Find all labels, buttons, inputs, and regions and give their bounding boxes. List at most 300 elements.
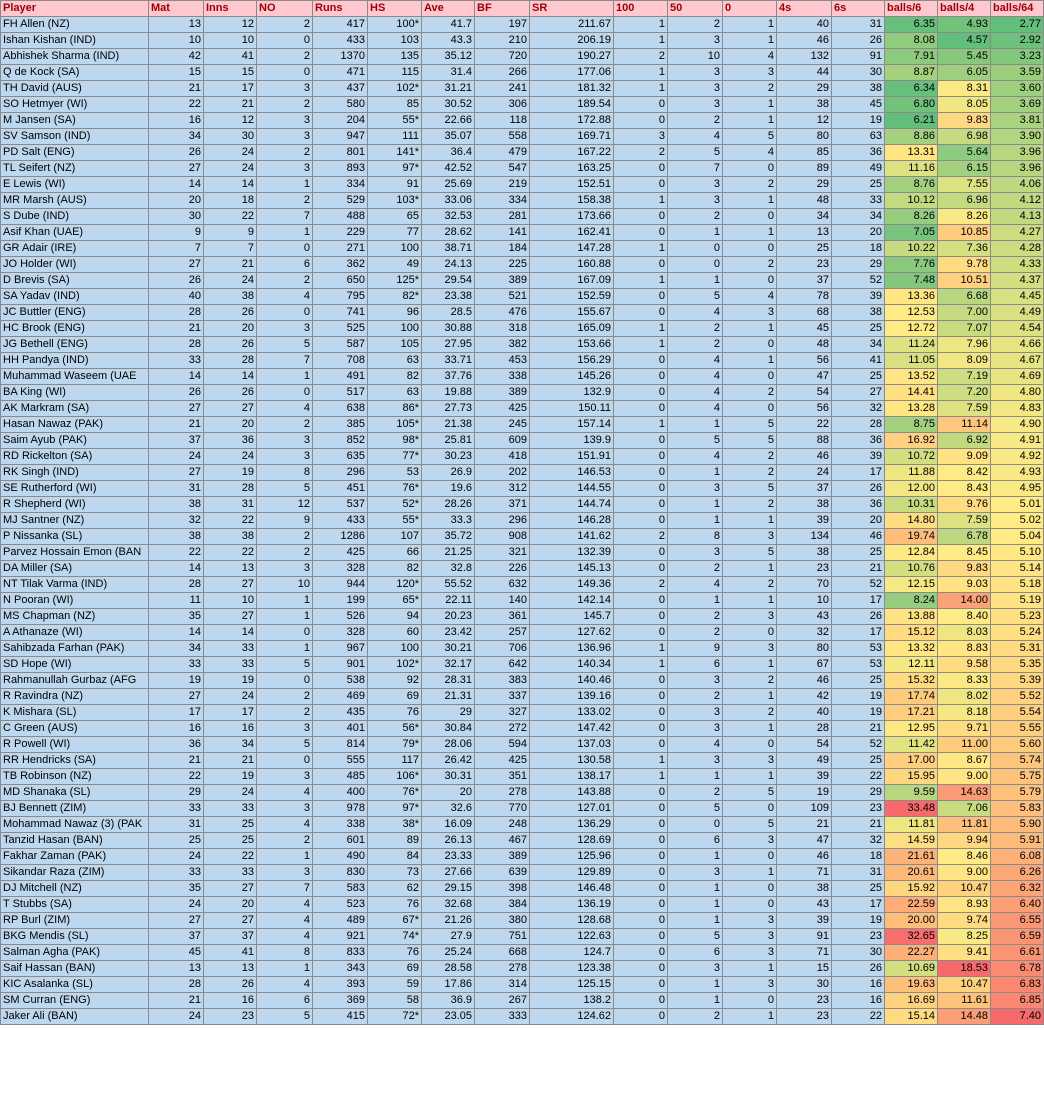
stat-cell[interactable]: 7.06 [938, 801, 991, 817]
stat-cell[interactable]: 0 [723, 209, 777, 225]
stat-cell[interactable]: 22.11 [422, 593, 475, 609]
stat-cell[interactable]: 0 [614, 961, 668, 977]
stat-cell[interactable]: 2 [257, 417, 313, 433]
stat-cell[interactable]: 106* [368, 769, 422, 785]
stat-cell[interactable]: 0 [668, 257, 723, 273]
stat-cell[interactable]: 24 [204, 273, 257, 289]
stat-cell[interactable]: 16.92 [885, 433, 938, 449]
player-cell[interactable]: C Green (AUS) [1, 721, 149, 737]
stat-cell[interactable]: 435 [313, 705, 368, 721]
stat-cell[interactable]: 0 [614, 929, 668, 945]
stat-cell[interactable]: 52 [832, 737, 885, 753]
stat-cell[interactable]: 16.09 [422, 817, 475, 833]
stat-cell[interactable]: 1 [723, 225, 777, 241]
stat-cell[interactable]: 720 [475, 49, 530, 65]
stat-cell[interactable]: 5.24 [991, 625, 1044, 641]
stat-cell[interactable]: 10.31 [885, 497, 938, 513]
stat-cell[interactable]: 39 [777, 913, 832, 929]
stat-cell[interactable]: 105* [368, 417, 422, 433]
stat-cell[interactable]: 601 [313, 833, 368, 849]
stat-cell[interactable]: 211.67 [530, 17, 614, 33]
stat-cell[interactable]: 8 [668, 529, 723, 545]
stat-cell[interactable]: 20 [832, 513, 885, 529]
stat-cell[interactable]: 72* [368, 1009, 422, 1025]
stat-cell[interactable]: 580 [313, 97, 368, 113]
stat-cell[interactable]: 1 [614, 753, 668, 769]
stat-cell[interactable]: 71 [777, 945, 832, 961]
stat-cell[interactable]: 14.41 [885, 385, 938, 401]
stat-cell[interactable]: 91 [368, 177, 422, 193]
stat-cell[interactable]: 13 [204, 961, 257, 977]
stat-cell[interactable]: 3 [723, 305, 777, 321]
stat-cell[interactable]: 351 [475, 769, 530, 785]
stat-cell[interactable]: 4 [668, 449, 723, 465]
stat-cell[interactable]: 77* [368, 449, 422, 465]
stat-cell[interactable]: 526 [313, 609, 368, 625]
stat-cell[interactable]: 141 [475, 225, 530, 241]
stat-cell[interactable]: 382 [475, 337, 530, 353]
player-cell[interactable]: R Shepherd (WI) [1, 497, 149, 513]
player-cell[interactable]: SM Curran (ENG) [1, 993, 149, 1009]
stat-cell[interactable]: 0 [257, 753, 313, 769]
stat-cell[interactable]: 1 [614, 65, 668, 81]
stat-cell[interactable]: 272 [475, 721, 530, 737]
stat-cell[interactable]: 4.13 [991, 209, 1044, 225]
stat-cell[interactable]: 17 [149, 705, 204, 721]
stat-cell[interactable]: 241 [475, 81, 530, 97]
stat-cell[interactable]: 2 [614, 145, 668, 161]
stat-cell[interactable]: 0 [614, 609, 668, 625]
stat-cell[interactable]: 27.95 [422, 337, 475, 353]
stat-cell[interactable]: 0 [614, 545, 668, 561]
stat-cell[interactable]: 26 [832, 481, 885, 497]
stat-cell[interactable]: 163.25 [530, 161, 614, 177]
stat-cell[interactable]: 5.52 [991, 689, 1044, 705]
stat-cell[interactable]: 4 [257, 401, 313, 417]
stat-cell[interactable]: 22 [777, 417, 832, 433]
stat-cell[interactable]: 0 [614, 625, 668, 641]
stat-cell[interactable]: 1 [723, 1009, 777, 1025]
stat-cell[interactable]: 1 [668, 993, 723, 1009]
stat-cell[interactable]: 28.31 [422, 673, 475, 689]
stat-cell[interactable]: 39 [832, 449, 885, 465]
stat-cell[interactable]: 5.19 [991, 593, 1044, 609]
stat-cell[interactable]: 901 [313, 657, 368, 673]
stat-cell[interactable]: 13.52 [885, 369, 938, 385]
stat-cell[interactable]: 26 [149, 145, 204, 161]
stat-cell[interactable]: 19 [832, 913, 885, 929]
stat-cell[interactable]: 160.88 [530, 257, 614, 273]
stat-cell[interactable]: 9.00 [938, 865, 991, 881]
stat-cell[interactable]: 35.07 [422, 129, 475, 145]
stat-cell[interactable]: 451 [313, 481, 368, 497]
stat-cell[interactable]: 115 [368, 65, 422, 81]
stat-cell[interactable]: 32.65 [885, 929, 938, 945]
stat-cell[interactable]: 6.15 [938, 161, 991, 177]
stat-cell[interactable]: 1 [257, 609, 313, 625]
stat-cell[interactable]: 7.36 [938, 241, 991, 257]
stat-cell[interactable]: 4.28 [991, 241, 1044, 257]
stat-cell[interactable]: 30 [832, 65, 885, 81]
stat-cell[interactable]: 338 [475, 369, 530, 385]
stat-cell[interactable]: 197 [475, 17, 530, 33]
stat-cell[interactable]: 66 [368, 545, 422, 561]
stat-cell[interactable]: 7.07 [938, 321, 991, 337]
stat-cell[interactable]: 0 [614, 433, 668, 449]
stat-cell[interactable]: 5.55 [991, 721, 1044, 737]
stat-cell[interactable]: 6.78 [991, 961, 1044, 977]
stat-cell[interactable]: 5.18 [991, 577, 1044, 593]
stat-cell[interactable]: 5 [723, 129, 777, 145]
player-cell[interactable]: P Nissanka (SL) [1, 529, 149, 545]
stat-cell[interactable]: 53 [832, 657, 885, 673]
stat-cell[interactable]: 12.11 [885, 657, 938, 673]
stat-cell[interactable]: 21.31 [422, 689, 475, 705]
stat-cell[interactable]: 635 [313, 449, 368, 465]
stat-cell[interactable]: 38 [149, 497, 204, 513]
stat-cell[interactable]: 14 [149, 177, 204, 193]
stat-cell[interactable]: 16 [204, 993, 257, 1009]
player-cell[interactable]: S Dube (IND) [1, 209, 149, 225]
stat-cell[interactable]: 76* [368, 481, 422, 497]
stat-cell[interactable]: 7.05 [885, 225, 938, 241]
stat-cell[interactable]: 337 [475, 689, 530, 705]
stat-cell[interactable]: 76 [368, 705, 422, 721]
stat-cell[interactable]: 4.45 [991, 289, 1044, 305]
stat-cell[interactable]: 8.25 [938, 929, 991, 945]
stat-cell[interactable]: 0 [614, 993, 668, 1009]
stat-cell[interactable]: 4.91 [991, 433, 1044, 449]
stat-cell[interactable]: 27 [204, 609, 257, 625]
stat-cell[interactable]: 2 [723, 449, 777, 465]
column-header-runs[interactable]: Runs [313, 1, 368, 17]
stat-cell[interactable]: 296 [313, 465, 368, 481]
stat-cell[interactable]: 56 [777, 401, 832, 417]
stat-cell[interactable]: 0 [614, 1009, 668, 1025]
stat-cell[interactable]: 12 [204, 113, 257, 129]
stat-cell[interactable]: 29 [777, 81, 832, 97]
stat-cell[interactable]: 6.78 [938, 529, 991, 545]
stat-cell[interactable]: 169.71 [530, 129, 614, 145]
stat-cell[interactable]: 2 [257, 529, 313, 545]
player-cell[interactable]: R Ravindra (NZ) [1, 689, 149, 705]
player-cell[interactable]: SO Hetmyer (WI) [1, 97, 149, 113]
stat-cell[interactable]: 103* [368, 193, 422, 209]
stat-cell[interactable]: 28.62 [422, 225, 475, 241]
stat-cell[interactable]: 314 [475, 977, 530, 993]
stat-cell[interactable]: 0 [723, 737, 777, 753]
stat-cell[interactable]: 43 [777, 897, 832, 913]
stat-cell[interactable]: 4.93 [938, 17, 991, 33]
stat-cell[interactable]: 6 [668, 945, 723, 961]
stat-cell[interactable]: 4 [257, 929, 313, 945]
stat-cell[interactable]: 140.46 [530, 673, 614, 689]
stat-cell[interactable]: 31.21 [422, 81, 475, 97]
stat-cell[interactable]: 5 [668, 929, 723, 945]
stat-cell[interactable]: 28.06 [422, 737, 475, 753]
stat-cell[interactable]: 5.79 [991, 785, 1044, 801]
player-cell[interactable]: TL Seifert (NZ) [1, 161, 149, 177]
stat-cell[interactable]: 6.59 [991, 929, 1044, 945]
stat-cell[interactable]: 0 [614, 513, 668, 529]
stat-cell[interactable]: 226 [475, 561, 530, 577]
stat-cell[interactable]: 31.4 [422, 65, 475, 81]
stat-cell[interactable]: 8.02 [938, 689, 991, 705]
stat-cell[interactable]: 23 [832, 801, 885, 817]
stat-cell[interactable]: 5.39 [991, 673, 1044, 689]
stat-cell[interactable]: 68 [777, 305, 832, 321]
stat-cell[interactable]: 1286 [313, 529, 368, 545]
stat-cell[interactable]: 16 [149, 113, 204, 129]
stat-cell[interactable]: 26 [204, 977, 257, 993]
stat-cell[interactable]: 0 [614, 945, 668, 961]
stat-cell[interactable]: 6.92 [938, 433, 991, 449]
stat-cell[interactable]: 33 [204, 641, 257, 657]
stat-cell[interactable]: 2 [257, 17, 313, 33]
stat-cell[interactable]: 4.95 [991, 481, 1044, 497]
stat-cell[interactable]: 22 [204, 513, 257, 529]
stat-cell[interactable]: 39 [832, 289, 885, 305]
stat-cell[interactable]: 852 [313, 433, 368, 449]
stat-cell[interactable]: 147.42 [530, 721, 614, 737]
stat-cell[interactable]: 5.23 [991, 609, 1044, 625]
stat-cell[interactable]: 24 [149, 897, 204, 913]
stat-cell[interactable]: 100 [368, 641, 422, 657]
stat-cell[interactable]: 184 [475, 241, 530, 257]
stat-cell[interactable]: 15.92 [885, 881, 938, 897]
stat-cell[interactable]: 24 [204, 161, 257, 177]
stat-cell[interactable]: 5 [668, 289, 723, 305]
stat-cell[interactable]: 12.15 [885, 577, 938, 593]
stat-cell[interactable]: 17 [832, 897, 885, 913]
stat-cell[interactable]: 173.66 [530, 209, 614, 225]
player-cell[interactable]: K Mishara (SL) [1, 705, 149, 721]
player-cell[interactable]: Muhammad Waseem (UAE [1, 369, 149, 385]
stat-cell[interactable]: 37 [777, 481, 832, 497]
stat-cell[interactable]: 2 [668, 625, 723, 641]
stat-cell[interactable]: 123.38 [530, 961, 614, 977]
stat-cell[interactable]: 0 [614, 257, 668, 273]
stat-cell[interactable]: 327 [475, 705, 530, 721]
player-cell[interactable]: RD Rickelton (SA) [1, 449, 149, 465]
stat-cell[interactable]: 12.95 [885, 721, 938, 737]
stat-cell[interactable]: 1 [668, 849, 723, 865]
stat-cell[interactable]: 2 [723, 577, 777, 593]
stat-cell[interactable]: 39 [777, 769, 832, 785]
player-cell[interactable]: Sahibzada Farhan (PAK) [1, 641, 149, 657]
stat-cell[interactable]: 3 [257, 769, 313, 785]
stat-cell[interactable]: 27 [149, 465, 204, 481]
stat-cell[interactable]: 271 [313, 241, 368, 257]
stat-cell[interactable]: 2 [257, 689, 313, 705]
stat-cell[interactable]: 2 [257, 705, 313, 721]
stat-cell[interactable]: 33 [204, 657, 257, 673]
stat-cell[interactable]: 36 [204, 433, 257, 449]
stat-cell[interactable]: 525 [313, 321, 368, 337]
stat-cell[interactable]: 8.33 [938, 673, 991, 689]
stat-cell[interactable]: 0 [257, 305, 313, 321]
stat-cell[interactable]: 2.92 [991, 33, 1044, 49]
stat-cell[interactable]: 10.12 [885, 193, 938, 209]
stat-cell[interactable]: 4 [257, 289, 313, 305]
stat-cell[interactable]: 19.6 [422, 481, 475, 497]
player-cell[interactable]: RR Hendricks (SA) [1, 753, 149, 769]
stat-cell[interactable]: 30.84 [422, 721, 475, 737]
stat-cell[interactable]: 32 [832, 401, 885, 417]
stat-cell[interactable]: 20 [204, 897, 257, 913]
player-cell[interactable]: GR Adair (IRE) [1, 241, 149, 257]
stat-cell[interactable]: 1 [257, 641, 313, 657]
stat-cell[interactable]: 3 [723, 529, 777, 545]
stat-cell[interactable]: 21 [204, 753, 257, 769]
stat-cell[interactable]: 587 [313, 337, 368, 353]
stat-cell[interactable]: 28.26 [422, 497, 475, 513]
stat-cell[interactable]: 7.91 [885, 49, 938, 65]
stat-cell[interactable]: 15.32 [885, 673, 938, 689]
column-header-0[interactable]: 0 [723, 1, 777, 17]
stat-cell[interactable]: 10.76 [885, 561, 938, 577]
stat-cell[interactable]: 31 [149, 481, 204, 497]
stat-cell[interactable]: 54 [777, 737, 832, 753]
stat-cell[interactable]: 12 [204, 17, 257, 33]
stat-cell[interactable]: 4.54 [991, 321, 1044, 337]
stat-cell[interactable]: 132.39 [530, 545, 614, 561]
stat-cell[interactable]: 0 [614, 849, 668, 865]
stat-cell[interactable]: 398 [475, 881, 530, 897]
stat-cell[interactable]: 157.14 [530, 417, 614, 433]
stat-cell[interactable]: 33.48 [885, 801, 938, 817]
stat-cell[interactable]: 19 [832, 689, 885, 705]
stat-cell[interactable]: 21 [204, 257, 257, 273]
stat-cell[interactable]: 124.7 [530, 945, 614, 961]
stat-cell[interactable]: 400 [313, 785, 368, 801]
stat-cell[interactable]: 4.83 [991, 401, 1044, 417]
stat-cell[interactable]: 10 [204, 33, 257, 49]
stat-cell[interactable]: 3 [668, 193, 723, 209]
stat-cell[interactable]: 0 [723, 801, 777, 817]
stat-cell[interactable]: 12.72 [885, 321, 938, 337]
stat-cell[interactable]: 521 [475, 289, 530, 305]
stat-cell[interactable]: 111 [368, 129, 422, 145]
player-cell[interactable]: KIC Asalanka (SL) [1, 977, 149, 993]
stat-cell[interactable]: 1 [723, 721, 777, 737]
stat-cell[interactable]: 437 [313, 81, 368, 97]
stat-cell[interactable]: 56* [368, 721, 422, 737]
player-cell[interactable]: RK Singh (IND) [1, 465, 149, 481]
player-cell[interactable]: Tanzid Hasan (BAN) [1, 833, 149, 849]
stat-cell[interactable]: 229 [313, 225, 368, 241]
stat-cell[interactable]: 0 [723, 369, 777, 385]
stat-cell[interactable]: 668 [475, 945, 530, 961]
stat-cell[interactable]: 27 [204, 881, 257, 897]
stat-cell[interactable]: 8.93 [938, 897, 991, 913]
stat-cell[interactable]: 125.96 [530, 849, 614, 865]
stat-cell[interactable]: 32 [777, 625, 832, 641]
stat-cell[interactable]: 149.36 [530, 577, 614, 593]
stat-cell[interactable]: 82 [368, 369, 422, 385]
stat-cell[interactable]: 33 [149, 801, 204, 817]
stat-cell[interactable]: 45 [832, 97, 885, 113]
stat-cell[interactable]: 38 [832, 81, 885, 97]
stat-cell[interactable]: 8.18 [938, 705, 991, 721]
stat-cell[interactable]: 8.26 [938, 209, 991, 225]
stat-cell[interactable]: 425 [475, 753, 530, 769]
stat-cell[interactable]: 4 [668, 577, 723, 593]
stat-cell[interactable]: 594 [475, 737, 530, 753]
stat-cell[interactable]: 1 [614, 641, 668, 657]
stat-cell[interactable]: 37 [149, 929, 204, 945]
stat-cell[interactable]: 38 [204, 289, 257, 305]
stat-cell[interactable]: 0 [614, 977, 668, 993]
stat-cell[interactable]: 3 [257, 81, 313, 97]
stat-cell[interactable]: 31 [832, 865, 885, 881]
stat-cell[interactable]: 32 [832, 833, 885, 849]
stat-cell[interactable]: 42 [777, 689, 832, 705]
stat-cell[interactable]: 278 [475, 961, 530, 977]
stat-cell[interactable]: 5 [257, 1009, 313, 1025]
stat-cell[interactable]: 26 [832, 33, 885, 49]
stat-cell[interactable]: 150.11 [530, 401, 614, 417]
stat-cell[interactable]: 7 [257, 353, 313, 369]
stat-cell[interactable]: 26 [204, 385, 257, 401]
stat-cell[interactable]: 34 [149, 641, 204, 657]
stat-cell[interactable]: 153.66 [530, 337, 614, 353]
stat-cell[interactable]: 5.45 [938, 49, 991, 65]
stat-cell[interactable]: 71 [777, 865, 832, 881]
stat-cell[interactable]: 583 [313, 881, 368, 897]
stat-cell[interactable]: 11.14 [938, 417, 991, 433]
stat-cell[interactable]: 17.00 [885, 753, 938, 769]
stat-cell[interactable]: 6.96 [938, 193, 991, 209]
stat-cell[interactable]: 24 [149, 449, 204, 465]
stat-cell[interactable]: 32.17 [422, 657, 475, 673]
stat-cell[interactable]: 129.89 [530, 865, 614, 881]
stat-cell[interactable]: 25 [832, 369, 885, 385]
stat-cell[interactable]: 100 [368, 321, 422, 337]
stat-cell[interactable]: 36 [832, 433, 885, 449]
stat-cell[interactable]: 10.22 [885, 241, 938, 257]
stat-cell[interactable]: 12 [257, 497, 313, 513]
player-cell[interactable]: Asif Khan (UAE) [1, 225, 149, 241]
stat-cell[interactable]: 0 [614, 97, 668, 113]
stat-cell[interactable]: 82* [368, 289, 422, 305]
stat-cell[interactable]: 3 [668, 481, 723, 497]
stat-cell[interactable]: 491 [313, 369, 368, 385]
stat-cell[interactable]: 21 [204, 97, 257, 113]
stat-cell[interactable]: 128.68 [530, 913, 614, 929]
stat-cell[interactable]: 38 [832, 305, 885, 321]
stat-cell[interactable]: 88 [777, 433, 832, 449]
stat-cell[interactable]: 4.37 [991, 273, 1044, 289]
stat-cell[interactable]: 14 [204, 369, 257, 385]
stat-cell[interactable]: 1 [614, 17, 668, 33]
stat-cell[interactable]: 1 [668, 897, 723, 913]
stat-cell[interactable]: 137.03 [530, 737, 614, 753]
stat-cell[interactable]: 59 [368, 977, 422, 993]
stat-cell[interactable]: 31 [149, 817, 204, 833]
stat-cell[interactable]: 4.06 [991, 177, 1044, 193]
stat-cell[interactable]: 41.7 [422, 17, 475, 33]
stat-cell[interactable]: 84 [368, 849, 422, 865]
stat-cell[interactable]: 537 [313, 497, 368, 513]
stat-cell[interactable]: 453 [475, 353, 530, 369]
stat-cell[interactable]: 7.76 [885, 257, 938, 273]
stat-cell[interactable]: 19.74 [885, 529, 938, 545]
player-cell[interactable]: DA Miller (SA) [1, 561, 149, 577]
stat-cell[interactable]: 33.3 [422, 513, 475, 529]
stat-cell[interactable]: 13.88 [885, 609, 938, 625]
stat-cell[interactable]: 25 [204, 817, 257, 833]
